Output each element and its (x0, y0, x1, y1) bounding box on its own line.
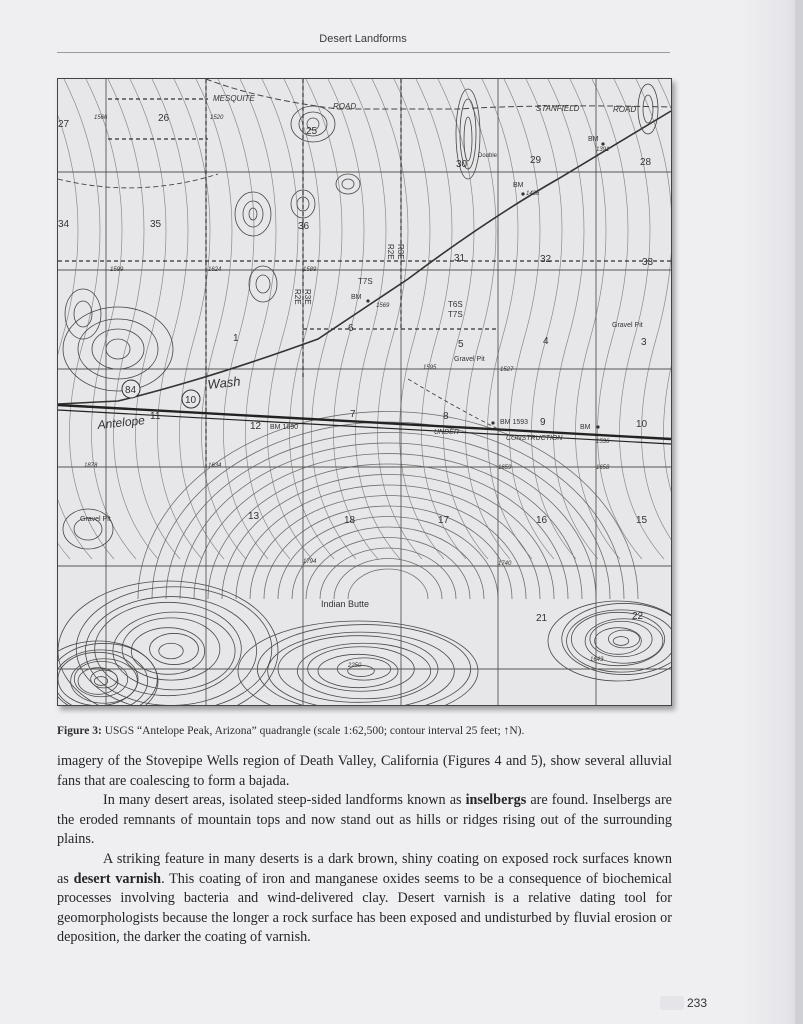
elevation-1740: 1740 (498, 561, 512, 567)
t6s-label: T6S (448, 300, 463, 309)
elevation-1599: 1599 (110, 267, 124, 273)
bm-1690-label: BM 1690 (270, 424, 299, 431)
paragraph-2-prefix: In many desert areas, isolated steep-sided landforms known as (103, 792, 466, 809)
double-label: Double (478, 153, 498, 159)
section-25: 25 (306, 126, 318, 137)
page-edge-shadow (743, 0, 803, 1024)
elevation-1595: 1595 (423, 365, 437, 371)
topographic-map-figure (57, 78, 672, 706)
elevation-1634: 1634 (208, 463, 222, 469)
paragraph-2-suffix: are found. Inselbergs are the eroded remnants of mountain tops and now stand out as hills or ridges rising out of the surrounding plains. (57, 792, 672, 848)
section-36: 36 (298, 221, 310, 232)
section-33: 33 (642, 257, 654, 268)
page-edge-dark (795, 0, 803, 1024)
route-84-label: 84 (125, 385, 137, 396)
section-9: 9 (540, 417, 546, 428)
paragraph-3-prefix: A striking feature in many deserts is a dark brown, shiny coating on exposed rock surfaces known as (57, 850, 672, 887)
gravel-pit-label-b: Gravel Pit (454, 356, 485, 363)
map-svg (58, 79, 671, 705)
section-3: 3 (641, 337, 647, 348)
bm-label-b: BM (513, 182, 524, 189)
section-35: 35 (150, 219, 162, 230)
under-label: UNDER (434, 429, 459, 436)
paragraph-1: imagery of the Stovepipe Wells region of Death Valley, California (Figures 4 and 5), show several alluvial fans that are coalescing to form a bajada. (57, 753, 672, 789)
r3e-label-b: R3E (303, 289, 312, 305)
route-10-label: 10 (185, 395, 197, 406)
gravel-pit-label-a: Gravel Pit (612, 322, 643, 329)
elevation-1566: 1566 (94, 115, 108, 121)
elevation-1569: 1569 (376, 303, 390, 309)
elevation-1643: 1643 (590, 657, 604, 663)
bm-label-d: BM (580, 424, 591, 431)
header-rule (57, 52, 670, 53)
term-desert-varnish: desert varnish (73, 870, 162, 887)
section-21: 21 (536, 613, 548, 624)
section-29: 29 (530, 155, 542, 166)
elevation-1520: 1520 (210, 115, 224, 121)
gravel-pit-label-c: Gravel Pit (80, 516, 111, 523)
section-10: 10 (636, 419, 648, 430)
body-text (57, 752, 672, 948)
t7s-label-a: T7S (358, 277, 373, 286)
antelope-label: Antelope (96, 413, 146, 432)
stanfield-label: STANFIELD (536, 104, 580, 113)
construction-label: CONSTRUCTION (506, 435, 563, 442)
elevation-1624: 1624 (208, 267, 222, 273)
elevation-1794: 1794 (303, 559, 317, 565)
term-inselbergs: inselbergs (465, 792, 527, 809)
section-7: 7 (350, 409, 356, 420)
elevation-2250: 2250 (348, 663, 362, 669)
indian-butte-label: Indian Butte (321, 599, 370, 609)
elevation-1659: 1659 (498, 465, 512, 471)
bm-label-a: BM (588, 136, 599, 143)
section-27: 27 (58, 119, 70, 130)
section-15: 15 (636, 515, 648, 526)
road-right-label: ROAD (613, 105, 637, 114)
section-5: 5 (458, 339, 464, 350)
paragraph-3 (57, 850, 672, 948)
paragraph-3-suffix: . This coating of iron and manganese oxides seems to be a consequence of biochemical processes involving bacteria and wind-delivered clay. Desert varnish is a relative dating tool for geomorphologists because the longer a rock surface has been exposed and undisturbed by fluvial erosion or deposition, the darker the coating of varnish. (57, 870, 672, 946)
section-1: 1 (233, 333, 239, 344)
elevation-1436: 1436 (526, 191, 540, 197)
t7s-label-b: T7S (448, 310, 463, 319)
paragraph-2 (57, 791, 672, 850)
section-18: 18 (344, 515, 356, 526)
elevation-1658: 1658 (596, 465, 610, 471)
figure-caption-text: USGS “Antelope Peak, Arizona” quadrangle (scale 1:62,500; contour interval 25 feet; ↑N). (104, 725, 525, 737)
bm-label-c: BM (351, 294, 362, 301)
mesquite-label: MESQUITE (213, 94, 255, 103)
elevation-1527: 1527 (500, 367, 514, 373)
elevation-1391: 1391 (596, 147, 610, 153)
section-17: 17 (438, 515, 450, 526)
section-4: 4 (543, 336, 549, 347)
r2e-label-b: R2E (293, 289, 302, 305)
r3e-label-a: R3E (396, 244, 405, 260)
wash-label: Wash (206, 373, 242, 392)
figure-caption (57, 725, 677, 737)
section-22: 22 (632, 611, 644, 622)
section-11: 11 (150, 411, 161, 422)
r2e-label-a: R2E (386, 244, 395, 260)
section-28: 28 (640, 157, 652, 168)
section-8: 8 (443, 411, 449, 422)
section-26: 26 (158, 113, 170, 124)
section-30: 30 (456, 159, 468, 170)
folio-smudge (660, 996, 684, 1010)
figure-number: Figure 3: (57, 725, 102, 737)
road-top-label: ROAD (333, 102, 357, 111)
elevation-1536: 1536 (596, 439, 610, 445)
page-number: 233 (687, 996, 708, 1010)
section-31: 31 (454, 253, 466, 264)
section-32: 32 (540, 254, 552, 265)
elevation-1878: 1878 (84, 463, 98, 469)
section-13: 13 (248, 511, 260, 522)
running-head: Desert Landforms (319, 33, 407, 45)
section-12: 12 (250, 421, 262, 432)
section-16: 16 (536, 515, 548, 526)
section-34: 34 (58, 219, 70, 230)
section-6: 6 (348, 323, 354, 334)
elevation-1589: 1589 (303, 267, 317, 273)
bm-1593-label: BM 1593 (500, 419, 529, 426)
